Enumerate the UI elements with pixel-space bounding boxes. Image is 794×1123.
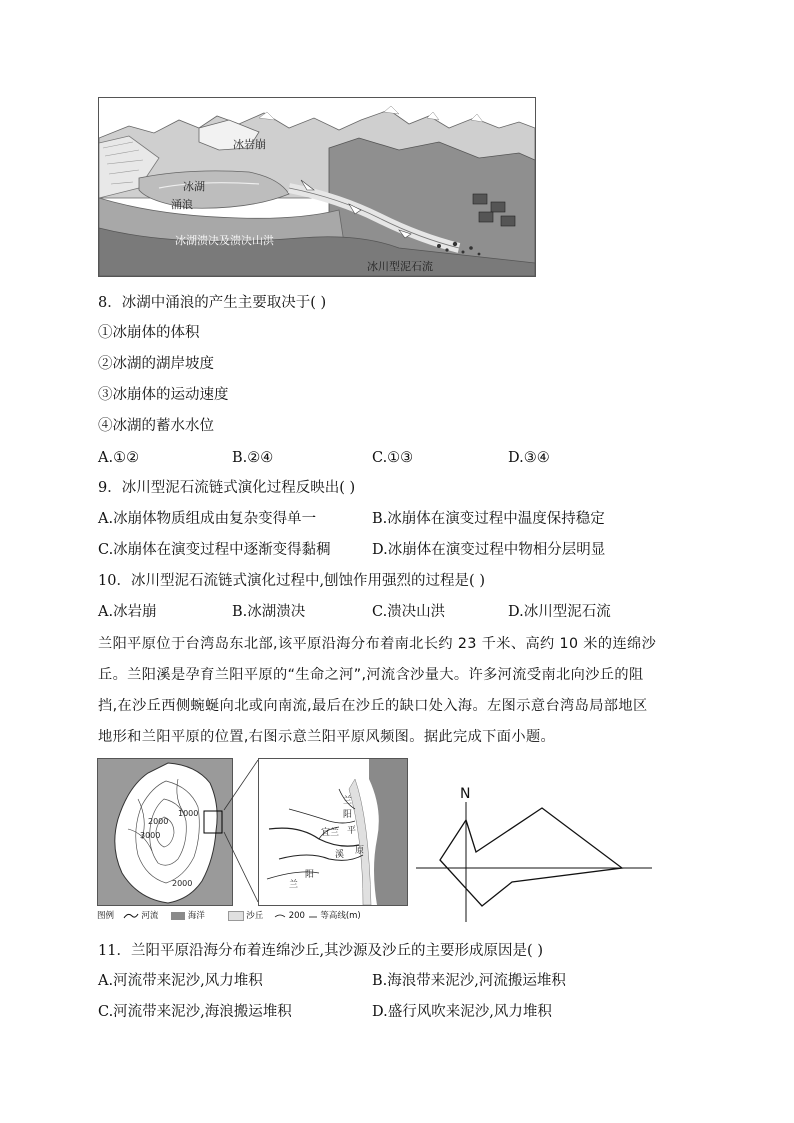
q11-option-c[interactable]: C.河流带来泥沙,海浪搬运堆积	[98, 1004, 292, 1020]
q10-option-b[interactable]: B.冰湖溃决	[232, 604, 306, 620]
glacier-debris-flow-figure	[98, 97, 536, 277]
q11-option-b[interactable]: B.海浪带来泥沙,河流搬运堆积	[372, 973, 566, 989]
passage-line-4: 地形和兰阳平原的位置,右图示意兰阳平原风频图。据此完成下面小题。	[98, 729, 556, 745]
q8-item-1: ①冰崩体的体积	[98, 325, 200, 341]
inset-label-lan-2: 兰	[289, 880, 299, 890]
wind-rose-chart	[410, 784, 658, 924]
q8-option-b[interactable]: B.②④	[232, 450, 274, 466]
legend-ocean: 海洋	[187, 911, 205, 921]
dune-legend-icon	[228, 911, 244, 921]
question-8-stem: 8．冰湖中涌浪的产生主要取决于( )	[98, 295, 327, 311]
inset-label-ping: 平	[347, 826, 357, 836]
label-glacial-lake: 冰湖	[183, 180, 205, 193]
q8-option-c[interactable]: C.①③	[372, 450, 414, 466]
inset-label-yang-2: 阳	[305, 870, 315, 880]
question-10-stem: 10．冰川型泥石流链式演化过程中,刨蚀作用强烈的过程是( )	[98, 573, 485, 589]
q8-item-3: ③冰崩体的运动速度	[98, 387, 229, 403]
river-legend-icon	[123, 912, 139, 920]
inset-label-xi: 溪	[335, 850, 345, 860]
wind-rose-north-label: N	[460, 786, 471, 802]
contour-label-1000: 1000	[178, 809, 199, 818]
contour-legend-icon-tail	[308, 912, 318, 920]
question-11-stem: 11．兰阳平原沿海分布着连绵沙丘,其沙源及沙丘的主要形成原因是( )	[98, 943, 543, 959]
q8-option-a[interactable]: A.①②	[98, 450, 140, 466]
q9-option-a[interactable]: A.冰崩体物质组成由复杂变得单一	[98, 511, 317, 527]
passage-line-2: 丘。兰阳溪是孕育兰阳平原的“生命之河”,河流含沙量大。许多河流受南北向沙丘的阻	[98, 667, 644, 683]
legend-contour-text: 等高线(m)	[320, 911, 361, 921]
contour-label-2000-south: 2000	[172, 879, 193, 888]
label-debris-flow: 冰川型泥石流	[367, 260, 433, 273]
q11-option-d[interactable]: D.盛行风吹来泥沙,风力堆积	[372, 1004, 552, 1020]
taiwan-terrain-map	[97, 758, 233, 906]
label-outburst-flood: 冰湖溃决及溃决山洪	[175, 234, 274, 247]
q10-option-a[interactable]: A.冰岩崩	[98, 604, 157, 620]
q11-option-a[interactable]: A.河流带来泥沙,风力堆积	[98, 973, 263, 989]
question-9-stem: 9．冰川型泥石流链式演化过程反映出( )	[98, 480, 356, 496]
inset-label-yilan: 宜兰	[321, 828, 340, 838]
q8-item-4: ④冰湖的蓄水水位	[98, 418, 214, 434]
map-zoom-connector	[220, 758, 260, 904]
q9-option-b[interactable]: B.冰崩体在演变过程中温度保持稳定	[372, 511, 605, 527]
contour-label-3000: 3000	[140, 831, 161, 840]
wind-rose-frequency-polygon	[440, 808, 622, 906]
contour-label-2000-north: 2000	[148, 817, 169, 826]
passage-line-1: 兰阳平原位于台湾岛东北部,该平原沿海分布着南北长约 23 千米、高约 10 米的连绵沙	[98, 636, 657, 652]
ocean-legend-icon	[171, 912, 185, 920]
label-surge: 涌浪	[171, 198, 193, 211]
contour-legend-icon	[274, 912, 286, 920]
q10-option-d[interactable]: D.冰川型泥石流	[508, 604, 611, 620]
q9-option-c[interactable]: C.冰崩体在演变过程中逐渐变得黏稠	[98, 542, 331, 558]
inset-label-yang-1: 阳	[343, 810, 353, 820]
inset-label-lan-1: 兰	[343, 796, 353, 806]
legend-dune: 沙丘	[246, 911, 264, 921]
q9-option-d[interactable]: D.冰崩体在演变过程中物相分层明显	[372, 542, 606, 558]
taiwan-terrain-svg	[98, 759, 232, 905]
q10-option-c[interactable]: C.溃决山洪	[372, 604, 446, 620]
label-ice-avalanche: 冰岩崩	[233, 138, 266, 151]
passage-line-3: 挡,在沙丘西侧蜿蜒向北或向南流,最后在沙丘的缺口处入海。左图示意台湾岛局部地区	[98, 698, 648, 714]
legend-contour-value: 200	[288, 911, 305, 921]
legend-river: 河流	[141, 911, 159, 921]
inset-label-yuan: 原	[355, 846, 365, 856]
legend-title: 图例	[97, 911, 115, 921]
lanyang-plain-map	[258, 758, 408, 906]
q8-option-d[interactable]: D.③④	[508, 450, 550, 466]
map-legend	[97, 909, 361, 923]
q8-item-2: ②冰湖的湖岸坡度	[98, 356, 214, 372]
glacier-debris-flow-illustration	[99, 98, 535, 276]
